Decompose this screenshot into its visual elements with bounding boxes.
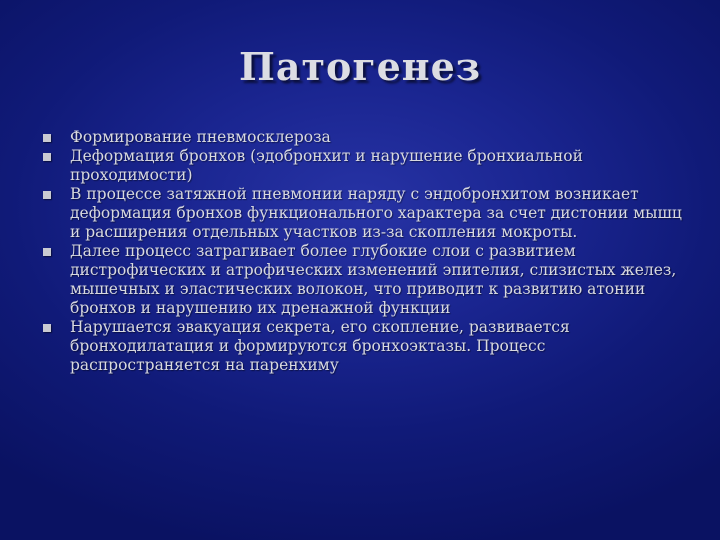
bullet-item (40, 185, 690, 242)
square-bullet-icon (43, 191, 51, 199)
slide-title: Патогенез (238, 44, 482, 89)
bullet-item (40, 318, 690, 375)
bullet-text: Формирование пневмосклероза (70, 128, 331, 146)
bullet-item (40, 128, 690, 147)
square-bullet-icon (43, 153, 51, 161)
square-bullet-icon (43, 248, 51, 256)
bullet-item (40, 147, 690, 185)
bullet-text: Деформация бронхов (эдобронхит и нарушение бронхиальной проходимости) (70, 147, 583, 184)
bullet-list (40, 128, 690, 375)
bullet-text: В процессе затяжной пневмонии наряду с эндобронхитом возникает деформация бронхов функционального характера за счет дистонии мышц и расширения отдельных участков из-за скопления мокроты. (70, 185, 682, 241)
square-bullet-icon (43, 134, 51, 142)
bullet-text: Далее процесс затрагивает более глубокие слои с развитием дистрофических и атрофических изменений эпителия, слизистых желез, мышечных и эластических волокон, что приводит к развитию атонии бронхов и нарушению их дренажной функции (70, 242, 677, 317)
bullet-item (40, 242, 690, 318)
bullet-text: Нарушается эвакуация секрета, его скопление, развивается бронходилатация и формируются бронхоэктазы. Процесс распространяется на паренхиму (70, 318, 570, 374)
square-bullet-icon (43, 324, 51, 332)
